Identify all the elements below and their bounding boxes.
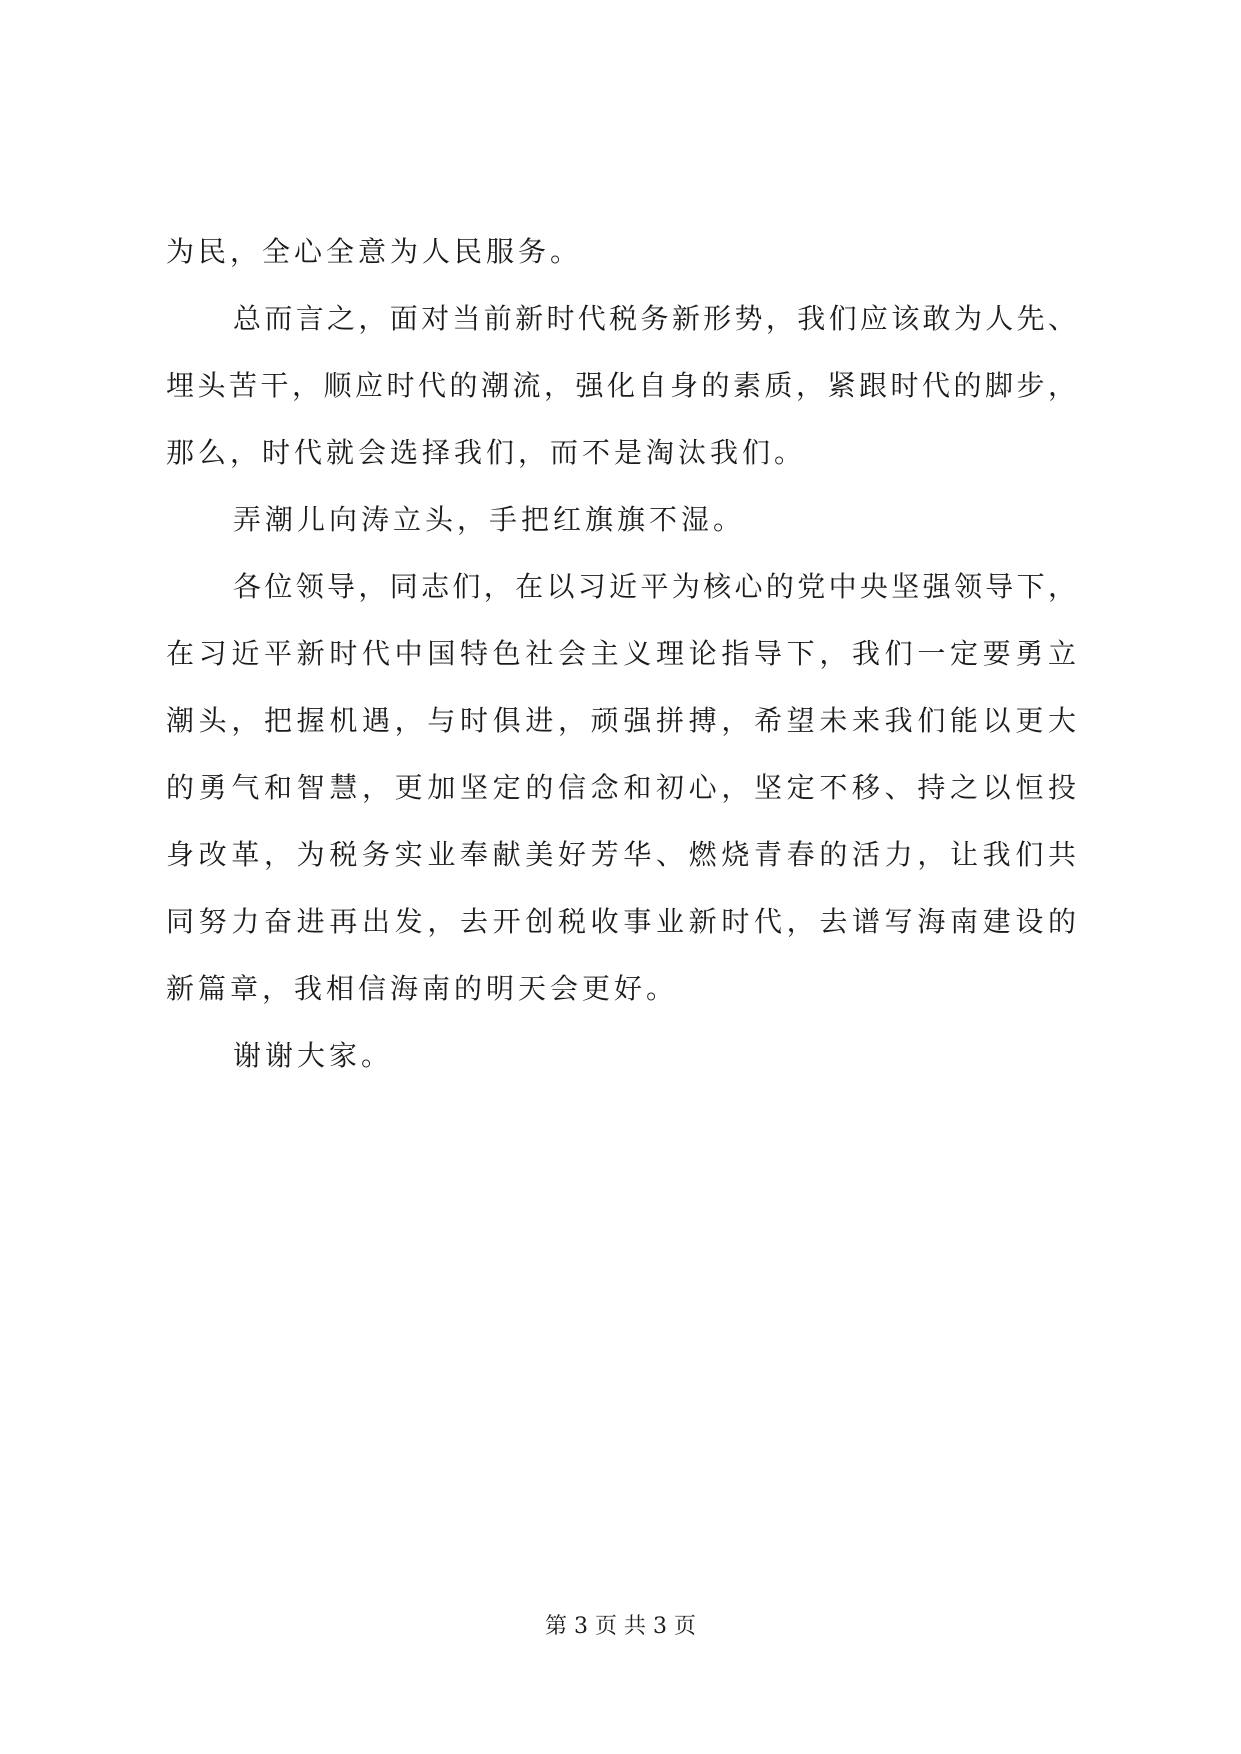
- paragraph-4-line-2: 在习近平新时代中国特色社会主义理论指导下，我们一定要勇立: [166, 637, 1076, 670]
- paragraph-1-line-1: 为民，全心全意为人民服务。: [166, 235, 583, 268]
- paragraph-4-line-6: 同努力奋进再出发，去开创税收事业新时代，去谱写海南建设的: [166, 905, 1076, 938]
- paragraph-2-line-3: 那么，时代就会选择我们，而不是淘汰我们。: [166, 436, 807, 469]
- paragraph-5-line-1: 谢谢大家。: [233, 1039, 394, 1072]
- paragraph-4-line-7: 新篇章，我相信海南的明天会更好。: [166, 972, 679, 1005]
- paragraph-4-line-1: 各位领导，同志们，在以习近平为核心的党中央坚强领导下，: [233, 570, 1076, 603]
- paragraph-3-line-1: 弄潮儿向涛立头，手把红旗旗不湿。: [233, 503, 746, 536]
- page-number-footer: 第 3 页 共 3 页: [545, 1614, 696, 1639]
- paragraph-2-line-2: 埋头苦干，顺应时代的潮流，强化自身的素质，紧跟时代的脚步，: [166, 369, 1076, 402]
- paragraph-4-line-4: 的勇气和智慧，更加坚定的信念和初心，坚定不移、持之以恒投: [166, 771, 1076, 804]
- paragraph-4-line-3: 潮头，把握机遇，与时俱进，顽强拼搏，希望未来我们能以更大: [166, 704, 1076, 737]
- paragraph-4-line-5: 身改革，为税务实业奉献美好芳华、燃烧青春的活力，让我们共: [166, 838, 1076, 871]
- paragraph-2-line-1: 总而言之，面对当前新时代税务新形势，我们应该敢为人先、: [233, 302, 1076, 335]
